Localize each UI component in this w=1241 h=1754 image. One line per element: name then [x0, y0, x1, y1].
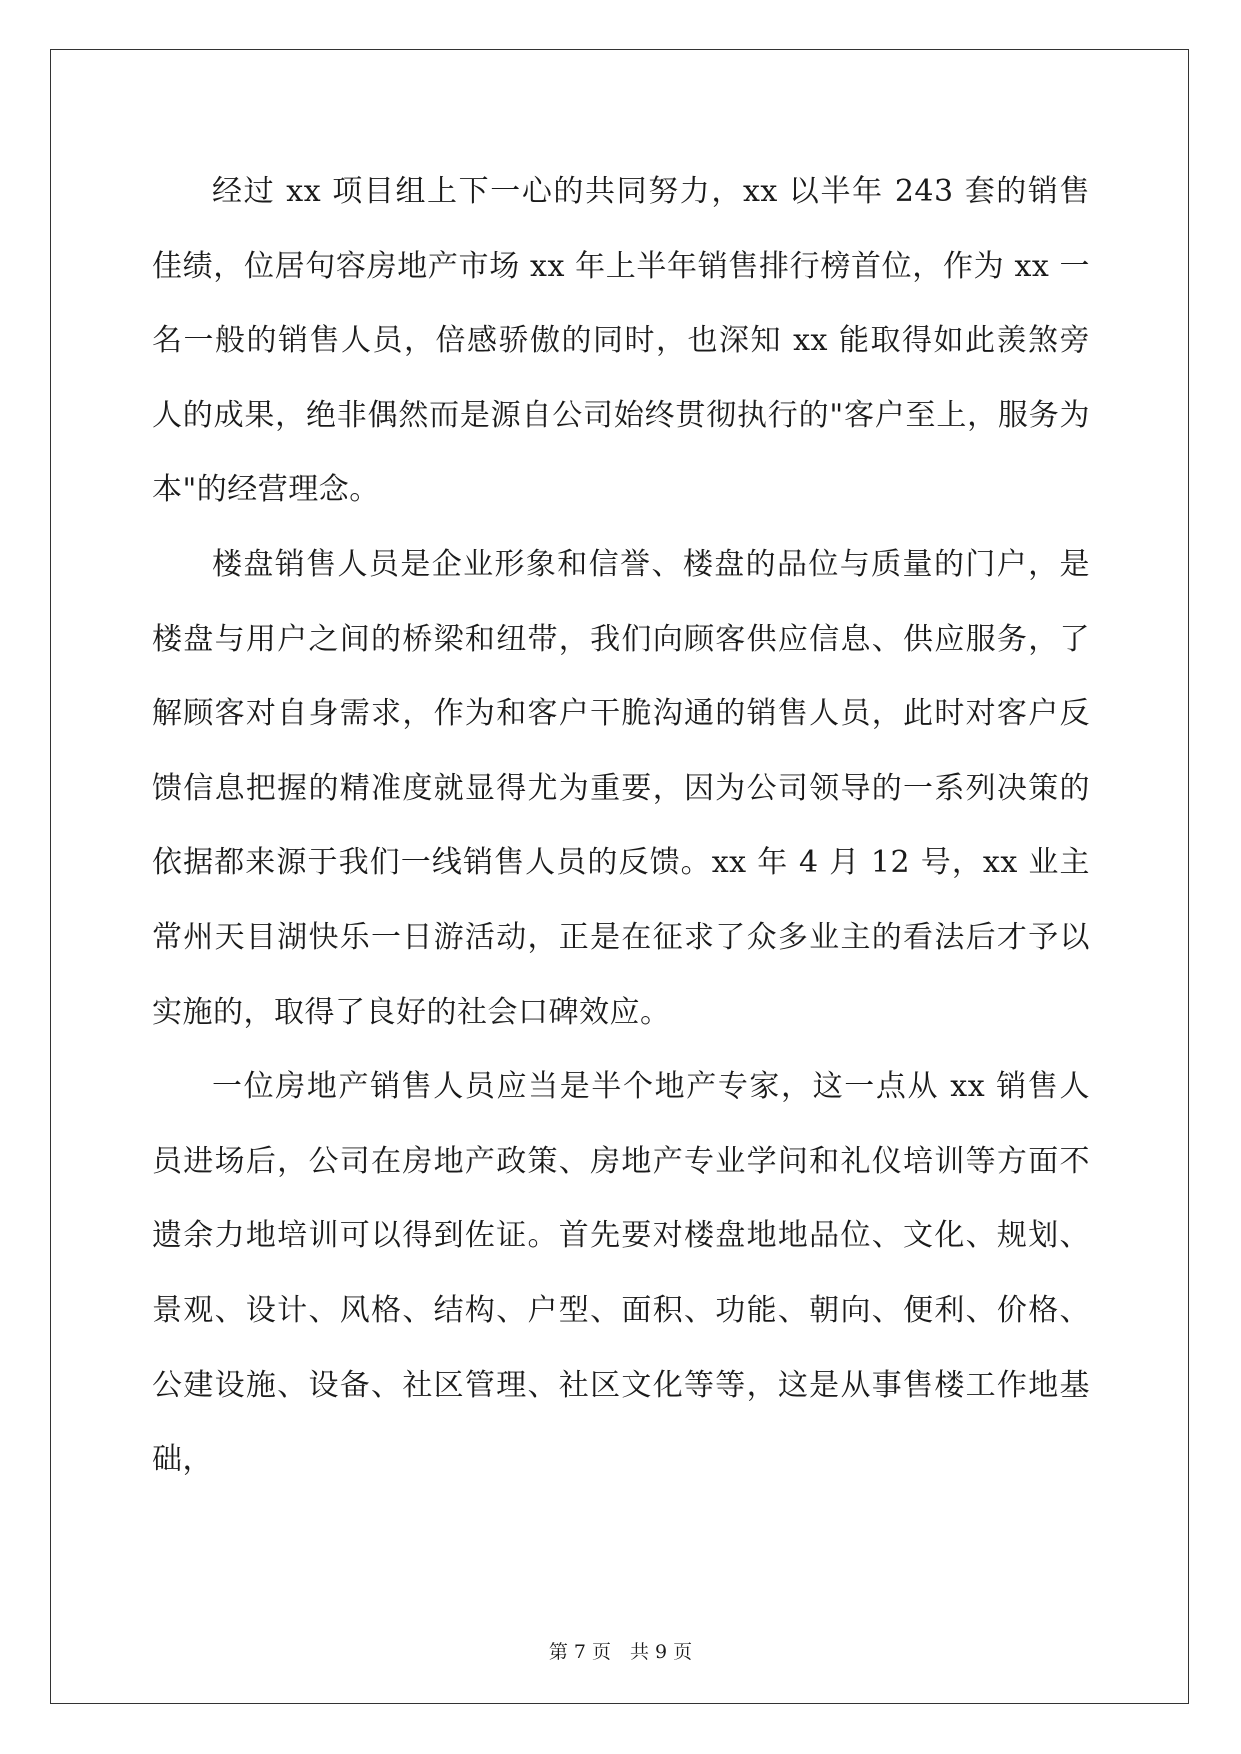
- page-number-footer: 第 7 页 共 9 页: [548, 1641, 693, 1663]
- document-body: [152, 155, 1090, 1498]
- paragraph-3: 一位房地产销售人员应当是半个地产专家，这一点从 xx 销售人员进场后，公司在房地产政策、房地产专业学问和礼仪培训等方面不遗余力地培训可以得到佐证。首先要对楼盘地地品位、文化、规划、景观、设计、风格、结构、户型、面积、功能、朝向、便利、价格、公建设施、设备、社区管理、社区文化等等，这是从事售楼工作地基础，: [152, 1069, 1090, 1478]
- paragraph-1: 经过 xx 项目组上下一心的共同努力，xx 以半年 243 套的销售佳绩，位居句容房地产市场 xx 年上半年销售排行榜首位，作为 xx 一名一般的销售人员，倍感骄傲的同时，也深知 xx 能取得如此羡煞旁人的成果，绝非偶然而是源自公司始终贯彻执行的"客户至上，服务为本"的经营理念。: [152, 174, 1090, 508]
- paragraph-2: 楼盘销售人员是企业形象和信誉、楼盘的品位与质量的门户，是楼盘与用户之间的桥梁和纽带，我们向顾客供应信息、供应服务，了解顾客对自身需求，作为和客户干脆沟通的销售人员，此时对客户反馈信息把握的精准度就显得尤为重要，因为公司领导的一系列决策的依据都来源于我们一线销售人员的反馈。xx 年 4 月 12 号，xx 业主常州天目湖快乐一日游活动，正是在征求了众多业主的看法后才予以实施的，取得了良好的社会口碑效应。: [152, 546, 1090, 1030]
